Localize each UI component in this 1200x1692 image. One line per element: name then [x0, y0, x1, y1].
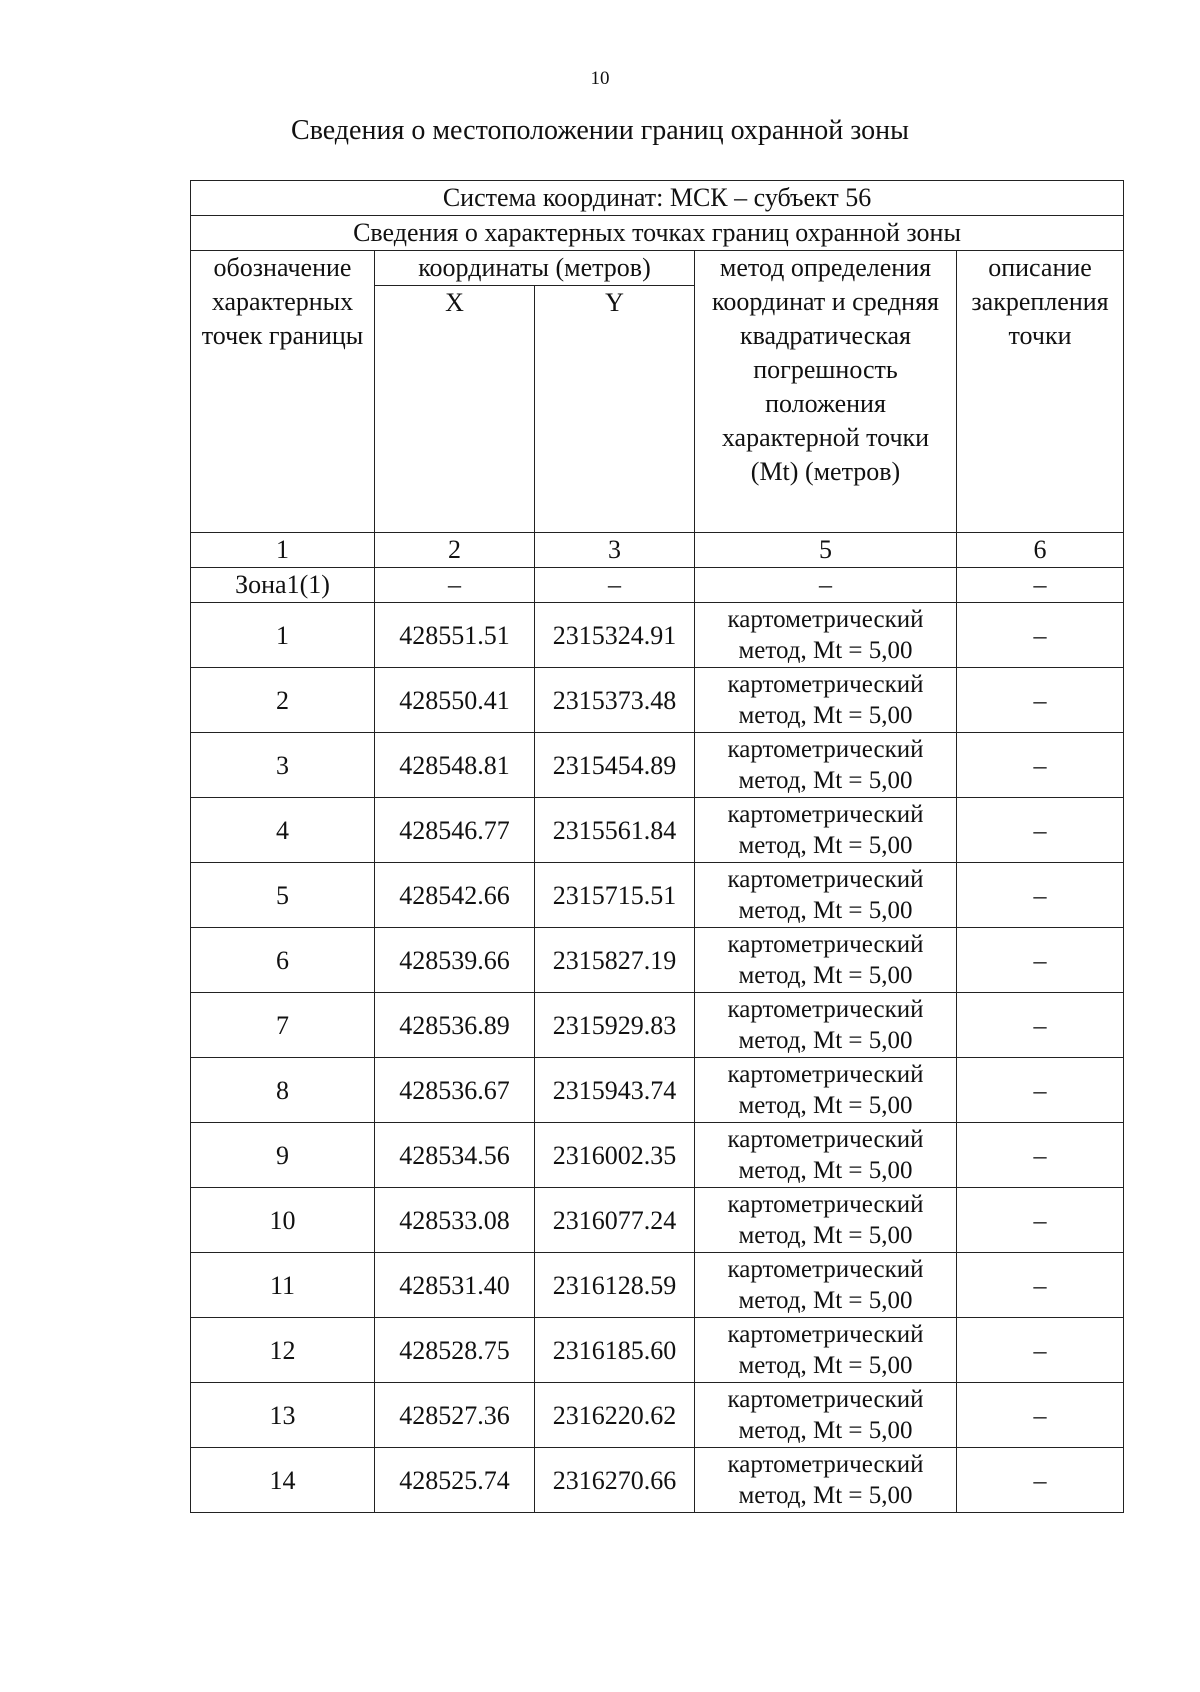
point-number-cell: 8 — [191, 1058, 375, 1123]
method-line-2: метод, Mt = 5,00 — [738, 832, 913, 859]
y-coordinate-cell: 2316077.24 — [535, 1188, 695, 1253]
method-line-1: картометрический — [727, 1191, 924, 1218]
method-line-1: картометрический — [727, 1126, 924, 1153]
zone-label: Зона1(1) — [191, 568, 375, 603]
table-row — [191, 993, 1124, 1058]
x-coordinate-cell: 428550.41 — [375, 668, 535, 733]
point-number-cell: 6 — [191, 928, 375, 993]
point-number-cell: 4 — [191, 798, 375, 863]
table-row — [191, 863, 1124, 928]
header-point-designation: обозначение характерных точек границы — [191, 251, 375, 533]
subtitle-row — [191, 216, 1124, 251]
table-row — [191, 668, 1124, 733]
y-coordinate-cell: 2315561.84 — [535, 798, 695, 863]
x-coordinate-cell: 428533.08 — [375, 1188, 535, 1253]
y-coordinate-cell: 2315929.83 — [535, 993, 695, 1058]
description-cell: – — [957, 993, 1124, 1058]
description-cell: – — [957, 1318, 1124, 1383]
method-cell — [695, 1383, 957, 1448]
description-cell: – — [957, 1123, 1124, 1188]
zone-cell: – — [535, 568, 695, 603]
y-coordinate-cell: 2316128.59 — [535, 1253, 695, 1318]
method-line-1: картометрический — [727, 801, 924, 828]
method-cell — [695, 1058, 957, 1123]
method-cell — [695, 1188, 957, 1253]
x-coordinate-cell: 428551.51 — [375, 603, 535, 668]
x-coordinate-cell: 428525.74 — [375, 1448, 535, 1513]
table-row — [191, 733, 1124, 798]
x-coordinate-cell: 428531.40 — [375, 1253, 535, 1318]
header-description: описание закрепления точки — [957, 251, 1124, 533]
table-subtitle-cell: Сведения о характерных точках границ охранной зоны — [191, 216, 1124, 251]
table-row — [191, 1123, 1124, 1188]
table-row — [191, 1318, 1124, 1383]
x-coordinate-cell: 428539.66 — [375, 928, 535, 993]
method-cell — [695, 1318, 957, 1383]
method-line-2: метод, Mt = 5,00 — [738, 897, 913, 924]
method-cell — [695, 668, 957, 733]
method-cell — [695, 928, 957, 993]
method-line-1: картометрический — [727, 996, 924, 1023]
header-y: Y — [535, 286, 695, 533]
description-cell: – — [957, 798, 1124, 863]
method-cell — [695, 1123, 957, 1188]
method-line-2: метод, Mt = 5,00 — [738, 637, 913, 664]
zone-cell: – — [695, 568, 957, 603]
description-cell: – — [957, 863, 1124, 928]
method-line-1: картометрический — [727, 1386, 924, 1413]
x-coordinate-cell: 428546.77 — [375, 798, 535, 863]
method-line-2: метод, Mt = 5,00 — [738, 1287, 913, 1314]
y-coordinate-cell: 2316185.60 — [535, 1318, 695, 1383]
table-row — [191, 1188, 1124, 1253]
method-line-1: картометрический — [727, 1256, 924, 1283]
method-line-1: картометрический — [727, 671, 924, 698]
method-cell — [695, 993, 957, 1058]
x-coordinate-cell: 428536.67 — [375, 1058, 535, 1123]
method-line-2: метод, Mt = 5,00 — [738, 962, 913, 989]
y-coordinate-cell: 2315715.51 — [535, 863, 695, 928]
method-cell — [695, 603, 957, 668]
point-number-cell: 1 — [191, 603, 375, 668]
x-coordinate-cell: 428542.66 — [375, 863, 535, 928]
table-row — [191, 798, 1124, 863]
point-number-cell: 9 — [191, 1123, 375, 1188]
description-cell: – — [957, 1058, 1124, 1123]
table-row — [191, 928, 1124, 993]
page-number: 10 — [590, 68, 610, 89]
y-coordinate-cell: 2316220.62 — [535, 1383, 695, 1448]
method-line-2: метод, Mt = 5,00 — [738, 702, 913, 729]
method-line-1: картометрический — [727, 1321, 924, 1348]
method-cell — [695, 798, 957, 863]
point-number-cell: 10 — [191, 1188, 375, 1253]
header-method: метод определения координат и средняя квадратическая погрешность положения характерной точки (Mt) (метров) — [695, 251, 957, 533]
point-number-cell: 13 — [191, 1383, 375, 1448]
x-coordinate-cell: 428528.75 — [375, 1318, 535, 1383]
description-cell: – — [957, 668, 1124, 733]
y-coordinate-cell: 2315827.19 — [535, 928, 695, 993]
method-cell — [695, 1448, 957, 1513]
y-coordinate-cell: 2315324.91 — [535, 603, 695, 668]
header-coordinates: координаты (метров) — [375, 251, 695, 286]
column-numbers-row — [191, 533, 1124, 568]
y-coordinate-cell: 2315943.74 — [535, 1058, 695, 1123]
y-coordinate-cell: 2316270.66 — [535, 1448, 695, 1513]
x-coordinate-cell: 428527.36 — [375, 1383, 535, 1448]
point-number-cell: 12 — [191, 1318, 375, 1383]
x-coordinate-cell: 428548.81 — [375, 733, 535, 798]
column-number: 3 — [535, 533, 695, 568]
point-number-cell: 14 — [191, 1448, 375, 1513]
method-cell — [695, 1253, 957, 1318]
description-cell: – — [957, 1188, 1124, 1253]
method-line-2: метод, Mt = 5,00 — [738, 767, 913, 794]
description-cell: – — [957, 1448, 1124, 1513]
method-line-1: картометрический — [727, 1451, 924, 1478]
point-number-cell: 11 — [191, 1253, 375, 1318]
zone-cell: – — [957, 568, 1124, 603]
table-row — [191, 1253, 1124, 1318]
table-row — [191, 1448, 1124, 1513]
method-line-1: картометрический — [727, 1061, 924, 1088]
zone-row — [191, 568, 1124, 603]
point-number-cell: 2 — [191, 668, 375, 733]
description-cell: – — [957, 1383, 1124, 1448]
method-line-1: картометрический — [727, 736, 924, 763]
point-number-cell: 7 — [191, 993, 375, 1058]
method-line-2: метод, Mt = 5,00 — [738, 1027, 913, 1054]
description-cell: – — [957, 603, 1124, 668]
method-cell — [695, 733, 957, 798]
document-title: Сведения о местоположении границ охранной зоны — [291, 115, 909, 146]
method-line-2: метод, Mt = 5,00 — [738, 1482, 913, 1509]
method-line-2: метод, Mt = 5,00 — [738, 1417, 913, 1444]
coordinate-system-row — [191, 181, 1124, 216]
table-row — [191, 603, 1124, 668]
column-number: 6 — [957, 533, 1124, 568]
description-cell: – — [957, 928, 1124, 993]
coordinate-system-cell: Система координат: МСК – субъект 56 — [191, 181, 1124, 216]
y-coordinate-cell: 2315373.48 — [535, 668, 695, 733]
x-coordinate-cell: 428536.89 — [375, 993, 535, 1058]
method-line-1: картометрический — [727, 866, 924, 893]
method-cell — [695, 863, 957, 928]
coordinates-table — [190, 180, 1124, 1513]
point-number-cell: 5 — [191, 863, 375, 928]
method-line-2: метод, Mt = 5,00 — [738, 1157, 913, 1184]
column-number: 1 — [191, 533, 375, 568]
zone-cell: – — [375, 568, 535, 603]
method-line-2: метод, Mt = 5,00 — [738, 1222, 913, 1249]
method-line-1: картометрический — [727, 931, 924, 958]
description-cell: – — [957, 1253, 1124, 1318]
table-row — [191, 1383, 1124, 1448]
column-number: 2 — [375, 533, 535, 568]
x-coordinate-cell: 428534.56 — [375, 1123, 535, 1188]
header-row — [191, 251, 1124, 286]
description-cell: – — [957, 733, 1124, 798]
column-number: 5 — [695, 533, 957, 568]
header-x: X — [375, 286, 535, 533]
y-coordinate-cell: 2316002.35 — [535, 1123, 695, 1188]
method-line-2: метод, Mt = 5,00 — [738, 1092, 913, 1119]
method-line-1: картометрический — [727, 606, 924, 633]
y-coordinate-cell: 2315454.89 — [535, 733, 695, 798]
point-number-cell: 3 — [191, 733, 375, 798]
method-line-2: метод, Mt = 5,00 — [738, 1352, 913, 1379]
table-row — [191, 1058, 1124, 1123]
